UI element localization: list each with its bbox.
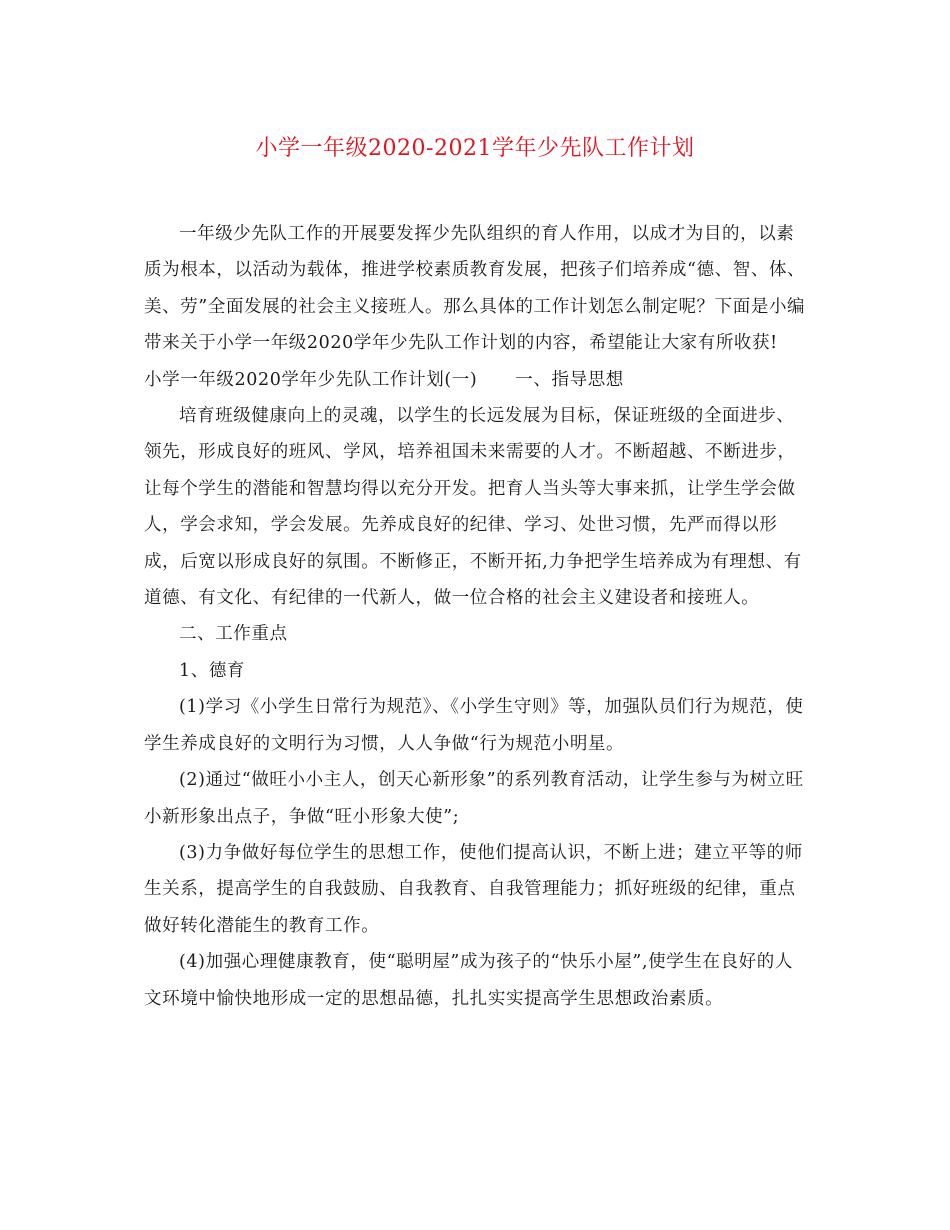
subsection1-heading: 1、德育 [179, 660, 246, 681]
section2-heading: 二、工作重点 [179, 624, 288, 645]
plan-heading: 小学一年级2020学年少先队工作计划(一) [144, 369, 478, 390]
list-item: (1)学习《小学生日常行为规范》、《小学生守则》等，加强队员们行为规范，使学生养成良好的文明行为习惯，人人争做“行为规范小明星。 [144, 697, 804, 754]
section1-paragraph: 培育班级健康向上的灵魂，以学生的长远发展为目标，保证班级的全面进步、领先，形成良好的班风、学风，培养祖国未来需要的人才。不断超越、不断进步，让每个学生的潜能和智慧均得以充分开发。把育人当头等大事来抓，让学生学会做人，学会求知，学会发展。先养成良好的纪律、学习、处世习惯，先严而得以形成，后宽以形成良好的氛围。不断修正，不断开拓,力争把学生培养成为有理想、有道德、有文化、有纪律的一代新人，做一位合格的社会主义建设者和接班人。 [144, 406, 802, 609]
list-item: (3)力争做好每位学生的思想工作，使他们提高认识，不断上进；建立平等的师生关系，提高学生的自我鼓励、自我教育、自我管理能力；抓好班级的纪律，重点做好转化潜能生的教育工作。 [144, 842, 803, 936]
document-title: 小学一年级2020-2021学年少先队工作计划 [255, 136, 695, 161]
list-item: (4)加强心理健康教育，使“聪明屋”成为孩子的“快乐小屋”,使学生在良好的人文环境中愉快地形成一定的思想品德，扎扎实实提高学生思想政治素质。 [144, 952, 793, 1009]
list-item: (2)通过“做旺小小主人，创天心新形象”的系列教育活动，让学生参与为树立旺小新形象出点子，争做“旺小形象大使”; [144, 770, 804, 827]
plan-heading-row [144, 362, 810, 398]
section1-heading: 一、指导思想 [515, 369, 624, 390]
intro-paragraph: 一年级少先队工作的开展要发挥少先队组织的育人作用，以成才为目的，以素质为根本，以活动为载体，推进学校素质教育发展，把孩子们培养成“德、智、体、美、劳”全面发展的社会主义接班人。那么具体的工作计划怎么制定呢？下面是小编带来关于小学一年级2020学年少先队工作计划的内容，希望能让大家有所收获! [144, 224, 806, 354]
document-body [144, 216, 810, 1017]
